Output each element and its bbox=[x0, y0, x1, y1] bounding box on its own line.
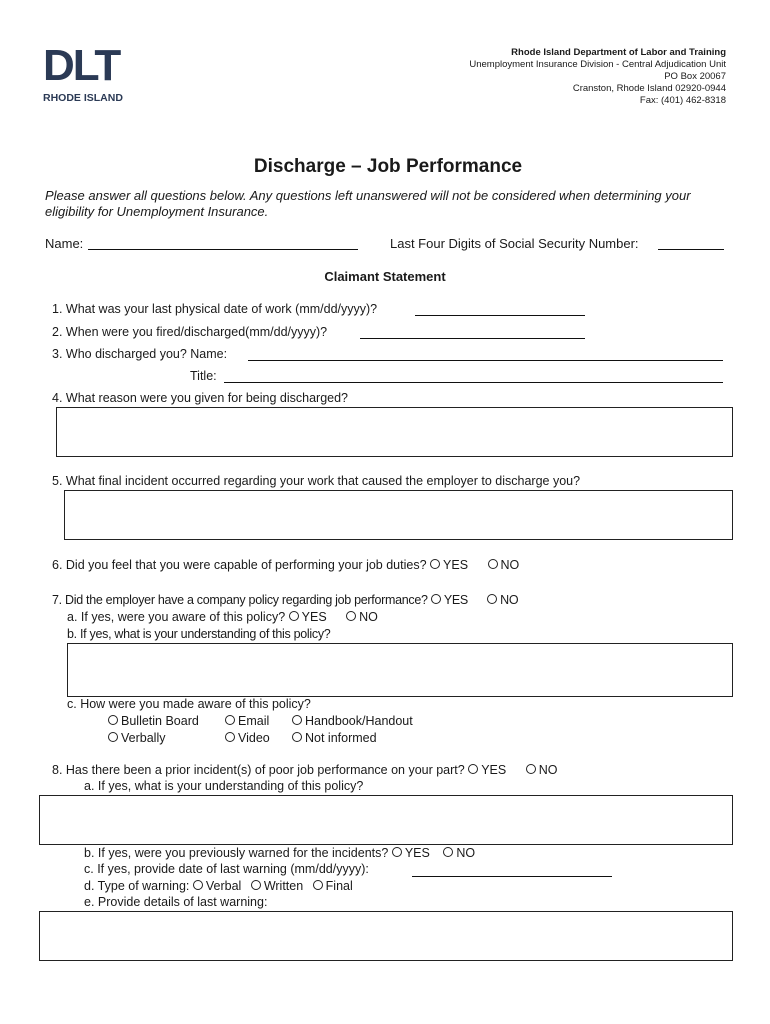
radio-icon[interactable] bbox=[487, 594, 497, 604]
q8-no-option[interactable]: NO bbox=[526, 763, 558, 777]
page-title: Discharge – Job Performance bbox=[253, 156, 523, 177]
dlt-logo bbox=[43, 41, 133, 104]
written-option[interactable]: Written bbox=[251, 879, 303, 893]
q8c-date-field[interactable] bbox=[412, 876, 612, 877]
q7b-answer-box[interactable] bbox=[67, 643, 733, 697]
q4-label: 4. What reason were you given for being discharged? bbox=[52, 391, 349, 405]
verbally-option[interactable]: Verbally bbox=[108, 731, 225, 745]
bulletin-board-option[interactable]: Bulletin Board bbox=[108, 714, 225, 728]
q4-answer-box[interactable] bbox=[56, 407, 733, 457]
q7c-label: c. How were you made aware of this policy? bbox=[67, 697, 311, 711]
ssn-label: Last Four Digits of Social Security Number: bbox=[390, 236, 639, 251]
email-option[interactable]: Email bbox=[225, 714, 292, 728]
radio-icon[interactable] bbox=[392, 847, 402, 857]
logo-subtext: RHODE ISLAND bbox=[43, 92, 123, 104]
radio-icon[interactable] bbox=[292, 715, 302, 725]
q8d-row bbox=[84, 879, 353, 893]
q7-no-option[interactable]: NO bbox=[487, 593, 518, 607]
radio-icon[interactable] bbox=[346, 611, 356, 621]
radio-icon[interactable] bbox=[526, 764, 536, 774]
q8b-yes-option[interactable]: YES bbox=[392, 846, 430, 860]
q3-label: 3. Who discharged you? Name: bbox=[52, 347, 228, 361]
q2-date-field[interactable] bbox=[360, 338, 585, 339]
radio-icon[interactable] bbox=[108, 732, 118, 742]
radio-icon[interactable] bbox=[431, 594, 441, 604]
radio-icon[interactable] bbox=[225, 732, 235, 742]
q8-yes-option[interactable]: YES bbox=[468, 763, 506, 777]
q3-title-field[interactable] bbox=[224, 382, 723, 383]
q8c-label: c. If yes, provide date of last warning (mm/dd/yyyy): bbox=[84, 862, 369, 876]
q2-label: 2. When were you fired/discharged(mm/dd/yyyy)? bbox=[52, 325, 328, 339]
radio-icon[interactable] bbox=[468, 764, 478, 774]
radio-icon[interactable] bbox=[225, 715, 235, 725]
instructions: Please answer all questions below. Any questions left unanswered will not be considered when determining your eligibility for Unemployment Insurance. bbox=[45, 188, 691, 219]
q7a-no-option[interactable]: NO bbox=[346, 610, 378, 624]
handbook-option[interactable]: Handbook/Handout bbox=[292, 714, 413, 728]
q8b-no-option[interactable]: NO bbox=[443, 846, 475, 860]
q5-label: 5. What final incident occurred regarding your work that caused the employer to discharge you? bbox=[52, 474, 581, 488]
q8b-label: b. If yes, were you previously warned for the incidents? bbox=[84, 846, 389, 860]
q7-row bbox=[52, 593, 518, 607]
fax: Fax: (401) 462-8318 bbox=[639, 95, 726, 106]
q1-date-field[interactable] bbox=[415, 315, 585, 316]
q7a-row bbox=[67, 610, 378, 624]
radio-icon[interactable] bbox=[443, 847, 453, 857]
radio-icon[interactable] bbox=[488, 559, 498, 569]
q8-row bbox=[52, 763, 557, 777]
q8b-row bbox=[84, 846, 475, 860]
q3-title-label: Title: bbox=[190, 369, 217, 383]
q7-label: 7. Did the employer have a company policy regarding job performance? bbox=[52, 593, 428, 607]
name-field[interactable] bbox=[88, 249, 358, 250]
q7a-yes-option[interactable]: YES bbox=[289, 610, 327, 624]
radio-icon[interactable] bbox=[108, 715, 118, 725]
q7a-label: a. If yes, were you aware of this policy? bbox=[67, 610, 286, 624]
q8-label: 8. Has there been a prior incident(s) of poor job performance on your part? bbox=[52, 763, 465, 777]
q8a-label: a. If yes, what is your understanding of this policy? bbox=[84, 779, 364, 793]
q8d-label: d. Type of warning: bbox=[84, 879, 190, 893]
radio-icon[interactable] bbox=[289, 611, 299, 621]
radio-icon[interactable] bbox=[193, 880, 203, 890]
radio-icon[interactable] bbox=[292, 732, 302, 742]
agency-address-block bbox=[469, 47, 726, 107]
city: Cranston, Rhode Island 02920-0944 bbox=[572, 83, 726, 94]
q1-label: 1. What was your last physical date of work (mm/dd/yyyy)? bbox=[52, 302, 378, 316]
final-option[interactable]: Final bbox=[313, 879, 353, 893]
q8a-answer-box[interactable] bbox=[39, 795, 733, 845]
q6-no-option[interactable]: NO bbox=[488, 558, 520, 572]
q7c-options-row2 bbox=[108, 731, 377, 745]
po-box: PO Box 20067 bbox=[664, 71, 726, 82]
radio-icon[interactable] bbox=[251, 880, 261, 890]
q7b-label: b. If yes, what is your understanding of this policy? bbox=[67, 627, 331, 641]
section-title: Claimant Statement bbox=[324, 269, 446, 284]
q6-row bbox=[52, 558, 519, 572]
q6-label: 6. Did you feel that you were capable of performing your job duties? bbox=[52, 558, 427, 572]
division: Unemployment Insurance Division - Central Adjudication Unit bbox=[469, 59, 726, 70]
q3-name-field[interactable] bbox=[248, 360, 723, 361]
radio-icon[interactable] bbox=[313, 880, 323, 890]
verbal-option[interactable]: Verbal bbox=[193, 879, 241, 893]
q6-yes-option[interactable]: YES bbox=[430, 558, 468, 572]
org-name: Rhode Island Department of Labor and Training bbox=[511, 47, 726, 58]
q5-answer-box[interactable] bbox=[64, 490, 733, 540]
video-option[interactable]: Video bbox=[225, 731, 292, 745]
not-informed-option[interactable]: Not informed bbox=[292, 731, 377, 745]
ssn-field[interactable] bbox=[658, 249, 724, 250]
logo-text: DLT bbox=[43, 41, 120, 90]
q8e-label: e. Provide details of last warning: bbox=[84, 895, 268, 909]
q7-yes-option[interactable]: YES bbox=[431, 593, 468, 607]
q7c-options-row1 bbox=[108, 714, 413, 728]
radio-icon[interactable] bbox=[430, 559, 440, 569]
q8e-answer-box[interactable] bbox=[39, 911, 733, 961]
name-label: Name: bbox=[45, 236, 84, 251]
